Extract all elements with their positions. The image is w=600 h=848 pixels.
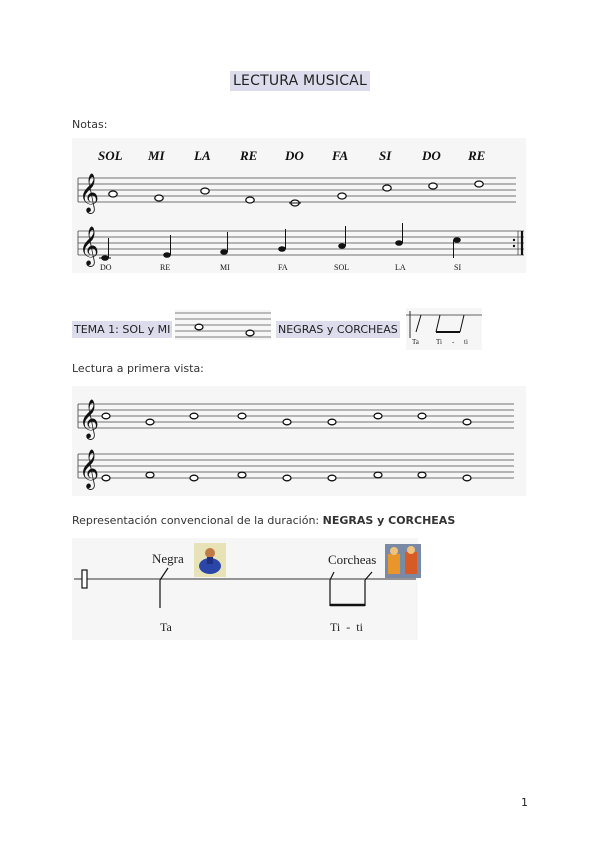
page-title: [0, 70, 600, 89]
negra-illustration: [194, 543, 226, 577]
representacion-bold: NEGRAS y CORCHEAS: [322, 514, 456, 527]
treble-clef-icon: 𝄞: [79, 401, 100, 438]
note-name-top: FA: [332, 148, 349, 163]
note-name-bottom: FA: [278, 263, 288, 272]
note-name-bottom: SOL: [334, 263, 350, 272]
representacion-line: [72, 514, 532, 527]
note-name-bottom: RE: [160, 263, 171, 272]
note-name-top: RE: [240, 148, 258, 163]
note-name-top: RE: [468, 148, 486, 163]
notas-label: Notas:: [72, 118, 108, 131]
representacion-label: Representación convencional de la duración:: [72, 514, 323, 527]
tema-label: TEMA 1: SOL y MI: [74, 323, 171, 336]
page-title-text: LECTURA MUSICAL: [230, 71, 370, 91]
note-name-top: LA: [194, 148, 211, 163]
titi-label: Ti - ti: [330, 620, 363, 634]
note-name-top: SI: [379, 148, 392, 163]
corcheas-illustration: [385, 544, 421, 578]
lectura-score: [72, 386, 526, 496]
notas-panel: [72, 138, 526, 273]
note-name-top: DO: [285, 148, 304, 163]
note-name-bottom: SI: [454, 263, 462, 272]
note-name-bottom: MI: [220, 263, 230, 272]
tema-row: [72, 318, 172, 337]
notas-score: [72, 138, 526, 273]
mini-ti2: ti: [464, 338, 468, 346]
treble-clef-icon: 𝄞: [79, 451, 100, 488]
mini-dash: -: [452, 338, 455, 346]
ta-label: Ta: [160, 620, 172, 634]
lectura-panel: [72, 386, 526, 496]
staff-lines: [78, 178, 516, 202]
mini-ti: Ti: [436, 338, 442, 346]
note-name-bottom: DO: [100, 263, 112, 272]
note-name-bottom: LA: [395, 263, 406, 272]
corcheas-label: Corcheas: [328, 552, 377, 567]
figuras-label: NEGRAS y CORCHEAS: [278, 323, 398, 336]
note-name-top: MI: [148, 148, 165, 163]
page-number: 1: [521, 796, 528, 809]
negra-label: Negra: [152, 551, 184, 566]
rhythm-mini: [406, 308, 482, 350]
note-name-top: SOL: [98, 148, 123, 163]
treble-clef-icon: 𝄞: [79, 175, 100, 212]
note-name-top: DO: [422, 148, 441, 163]
mini-ta: Ta: [412, 338, 419, 346]
treble-clef-icon: 𝄞: [79, 228, 100, 265]
tema-staff: [175, 310, 271, 340]
lectura-label: Lectura a primera vista:: [72, 362, 204, 375]
